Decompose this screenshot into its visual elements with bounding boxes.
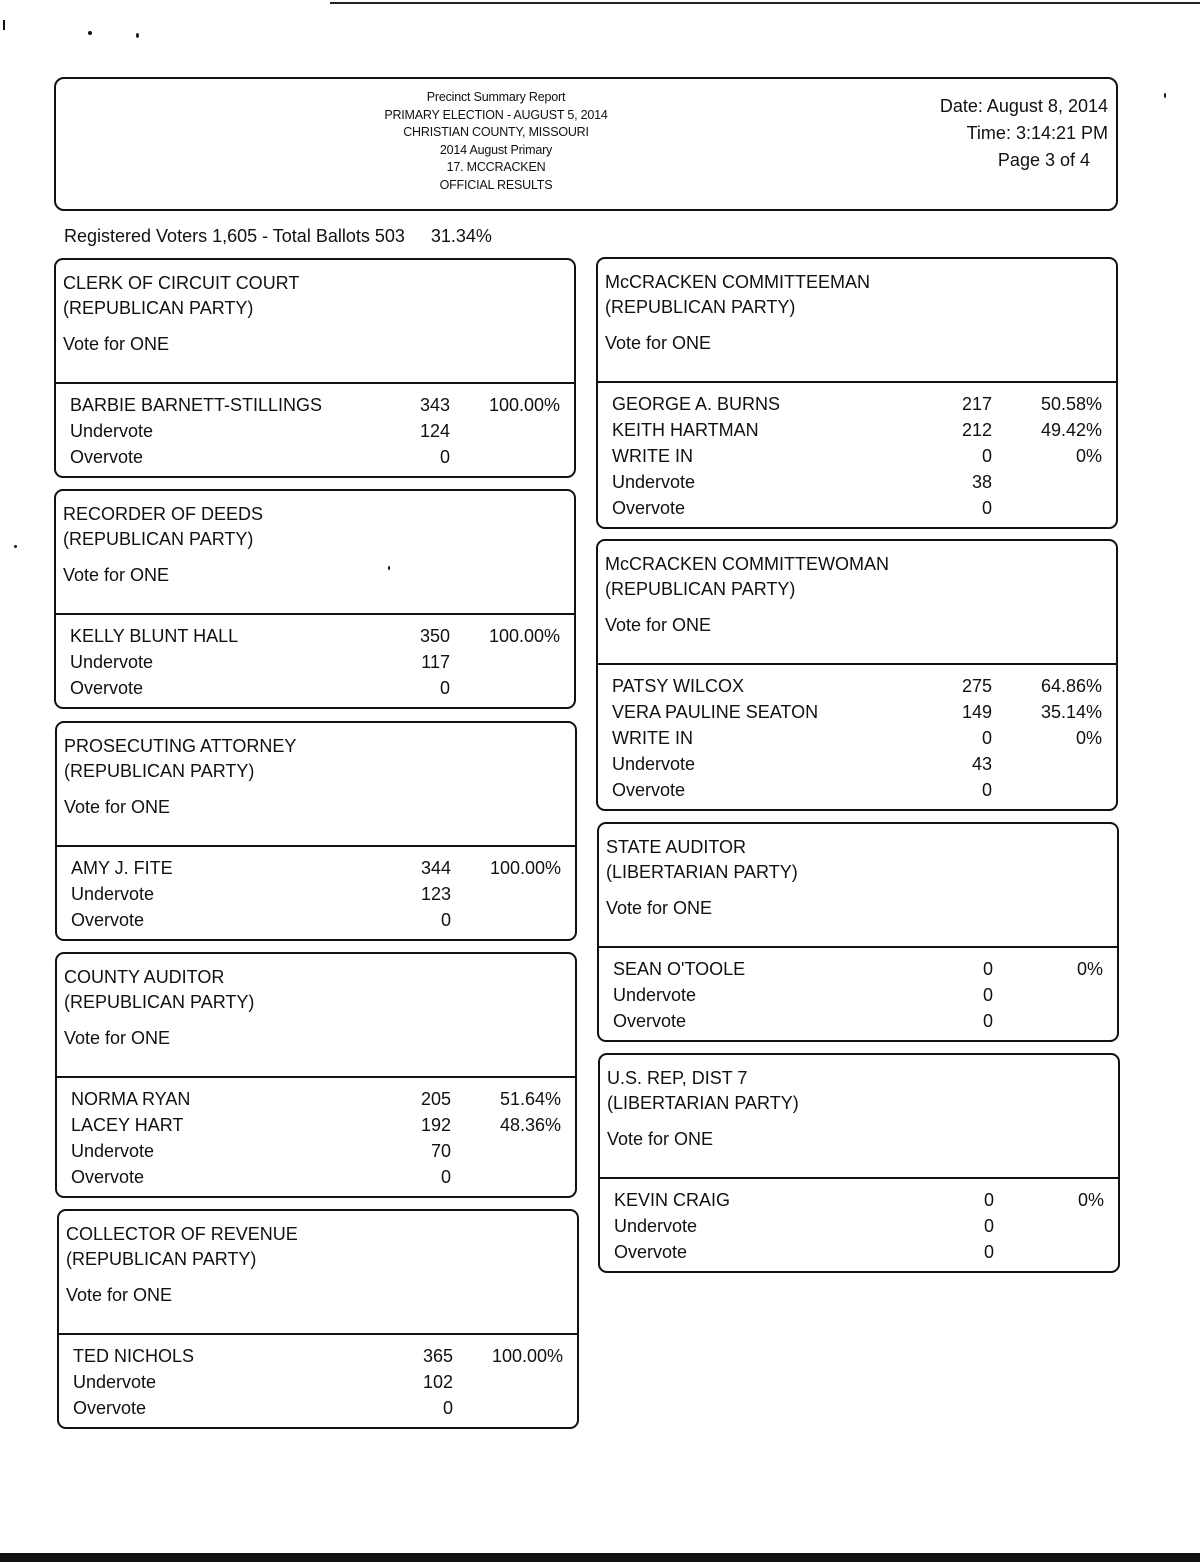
vote-count: 124 (419, 421, 450, 441)
vote-percent: 50.58% (1040, 394, 1102, 414)
contest-results (56, 615, 574, 707)
vote-count: 343 (419, 395, 450, 415)
contest-results (600, 1179, 1118, 1271)
contest-recorder-of-deeds (54, 489, 576, 709)
contest-header (56, 491, 574, 615)
candidate-name: Undervote (612, 754, 696, 774)
candidate-name: KELLY BLUNT HALL (70, 626, 239, 646)
contest-header (600, 1055, 1118, 1179)
contest-header (599, 824, 1117, 948)
scan-edge-bottom (0, 1553, 1200, 1562)
vote-for: Vote for ONE (64, 797, 171, 817)
scan-speck (1164, 93, 1166, 98)
candidate-name: TED NICHOLS (73, 1346, 195, 1366)
contest-results (57, 847, 575, 939)
vote-percent: 100.00% (488, 395, 560, 415)
report-date: Date: August 8, 2014 (939, 96, 1108, 116)
contest-party: (LIBERTARIAN PARTY) (607, 1093, 799, 1113)
candidate-name: SEAN O'TOOLE (613, 959, 746, 979)
candidate-name: Overvote (70, 678, 144, 698)
election-label: 2014 August Primary (439, 142, 553, 157)
candidate-name: Undervote (614, 1216, 698, 1236)
result-row (598, 673, 1116, 699)
candidate-name: Undervote (70, 652, 154, 672)
contest-clerk-of-circuit-court (54, 258, 576, 478)
vote-percent: 100.00% (489, 858, 561, 878)
result-row (598, 469, 1116, 495)
result-row (56, 418, 574, 444)
vote-percent: 100.00% (488, 626, 560, 646)
scan-edge-top (330, 2, 1200, 4)
candidate-name: Overvote (614, 1242, 688, 1262)
candidate-name: Undervote (71, 1141, 155, 1161)
contest-us-rep-dist-7 (598, 1053, 1120, 1273)
contest-results (598, 383, 1116, 527)
result-row (57, 1086, 575, 1112)
vote-percent: 0% (1077, 1190, 1104, 1210)
candidate-name: VERA PAULINE SEATON (612, 702, 819, 722)
scan-speck (88, 31, 92, 35)
result-row (599, 1008, 1117, 1034)
candidate-name: WRITE IN (612, 728, 693, 748)
result-row (57, 855, 575, 881)
report-type: Precinct Summary Report (426, 90, 566, 104)
candidate-name: LACEY HART (71, 1115, 184, 1135)
candidate-name: PATSY WILCOX (612, 676, 745, 696)
vote-count: 365 (422, 1346, 453, 1366)
candidate-name: Undervote (71, 884, 155, 904)
vote-for: Vote for ONE (606, 898, 713, 918)
scan-speck (14, 545, 17, 548)
candidate-name: AMY J. FITE (71, 858, 173, 878)
contest-party: (REPUBLICAN PARTY) (605, 579, 796, 599)
candidate-name: GEORGE A. BURNS (612, 394, 781, 414)
result-row (598, 417, 1116, 443)
vote-percent: 100.00% (491, 1346, 563, 1366)
vote-percent: 64.86% (1040, 676, 1102, 696)
vote-count: 275 (961, 676, 992, 696)
result-row (57, 1164, 575, 1190)
precinct-name: 17. MCCRACKEN (446, 160, 546, 174)
contest-title: COLLECTOR OF REVENUE (66, 1224, 298, 1244)
turnout-summary (64, 226, 492, 247)
result-row (59, 1369, 577, 1395)
contest-results (56, 384, 574, 476)
vote-count: 217 (961, 394, 992, 414)
vote-count: 0 (440, 1167, 451, 1187)
vote-percent: 0% (1076, 959, 1103, 979)
result-row (600, 1187, 1118, 1213)
contest-mccracken-committeewoman (596, 539, 1118, 811)
vote-count: 149 (961, 702, 992, 722)
vote-count: 0 (982, 959, 993, 979)
candidate-name: KEITH HARTMAN (612, 420, 759, 440)
contest-prosecuting-attorney (55, 721, 577, 941)
contest-party: (REPUBLICAN PARTY) (63, 298, 254, 318)
result-row (56, 392, 574, 418)
candidate-name: Overvote (612, 498, 686, 518)
candidate-name: Overvote (613, 1011, 687, 1031)
vote-count: 38 (971, 472, 992, 492)
contest-title: McCRACKEN COMMITTEWOMAN (605, 554, 889, 574)
contest-header (57, 723, 575, 847)
contest-state-auditor (597, 822, 1119, 1042)
result-row (599, 982, 1117, 1008)
contest-title: U.S. REP, DIST 7 (607, 1068, 748, 1088)
report-meta (908, 93, 1108, 174)
vote-count: 0 (981, 780, 992, 800)
result-row (56, 675, 574, 701)
result-row (598, 391, 1116, 417)
vote-for: Vote for ONE (605, 333, 712, 353)
result-row (598, 751, 1116, 777)
vote-count: 117 (421, 652, 450, 672)
result-row (599, 956, 1117, 982)
report-time: Time: 3:14:21 PM (966, 123, 1108, 143)
vote-percent: 48.36% (499, 1115, 561, 1135)
result-row (57, 1138, 575, 1164)
result-row (57, 907, 575, 933)
contest-results (599, 948, 1117, 1040)
vote-count: 0 (983, 1242, 994, 1262)
election-name: PRIMARY ELECTION - AUGUST 5, 2014 (384, 107, 608, 122)
result-row (56, 649, 574, 675)
turnout-percent: 31.34% (430, 226, 492, 246)
candidate-name: Undervote (73, 1372, 157, 1392)
contest-collector-of-revenue (57, 1209, 579, 1429)
vote-count: 0 (440, 910, 451, 930)
registered-voters-total-ballots: Registered Voters 1,605 - Total Ballots 503 (64, 226, 405, 246)
contest-header (59, 1211, 577, 1335)
result-row (57, 881, 575, 907)
candidate-name: Overvote (71, 1167, 145, 1187)
vote-count: 0 (981, 728, 992, 748)
vote-count: 0 (982, 985, 993, 1005)
contest-title: McCRACKEN COMMITTEEMAN (605, 272, 870, 292)
vote-percent: 0% (1075, 446, 1102, 466)
contest-party: (LIBERTARIAN PARTY) (606, 862, 798, 882)
contest-results (59, 1335, 577, 1427)
vote-count: 123 (420, 884, 451, 904)
result-row (598, 777, 1116, 803)
page-number: Page 3 of 4 (997, 150, 1090, 170)
result-row (56, 623, 574, 649)
candidate-name: Undervote (612, 472, 696, 492)
result-row (59, 1343, 577, 1369)
vote-count: 205 (420, 1089, 451, 1109)
vote-count: 70 (430, 1141, 451, 1161)
vote-count: 344 (420, 858, 451, 878)
report-header (54, 77, 1118, 211)
scan-speck (3, 20, 5, 30)
vote-count: 102 (422, 1372, 453, 1392)
contest-county-auditor (55, 952, 577, 1198)
contest-title: CLERK OF CIRCUIT COURT (63, 273, 300, 293)
result-row (600, 1213, 1118, 1239)
candidate-name: Undervote (70, 421, 154, 441)
vote-count: 0 (981, 498, 992, 518)
contest-party: (REPUBLICAN PARTY) (66, 1249, 257, 1269)
vote-count: 212 (961, 420, 992, 440)
contest-party: (REPUBLICAN PARTY) (64, 761, 255, 781)
scan-speck (136, 33, 139, 38)
vote-count: 0 (982, 1011, 993, 1031)
vote-percent: 51.64% (499, 1089, 561, 1109)
candidate-name: Overvote (73, 1398, 147, 1418)
vote-for: Vote for ONE (63, 565, 170, 585)
result-row (598, 699, 1116, 725)
vote-percent: 49.42% (1040, 420, 1102, 440)
contest-header (57, 954, 575, 1078)
vote-for: Vote for ONE (605, 615, 712, 635)
vote-count: 0 (983, 1216, 994, 1236)
contest-title: COUNTY AUDITOR (64, 967, 225, 987)
vote-count: 350 (419, 626, 450, 646)
result-row (56, 444, 574, 470)
contest-results (57, 1078, 575, 1196)
vote-count: 43 (971, 754, 992, 774)
contest-party: (REPUBLICAN PARTY) (63, 529, 254, 549)
result-row (600, 1239, 1118, 1265)
candidate-name: Undervote (613, 985, 697, 1005)
contest-party: (REPUBLICAN PARTY) (605, 297, 796, 317)
result-row (598, 443, 1116, 469)
contest-header (598, 259, 1116, 383)
vote-for: Vote for ONE (66, 1285, 173, 1305)
vote-count: 0 (439, 678, 450, 698)
result-row (57, 1112, 575, 1138)
result-row (598, 495, 1116, 521)
vote-for: Vote for ONE (607, 1129, 714, 1149)
vote-percent: 0% (1075, 728, 1102, 748)
candidate-name: Overvote (70, 447, 144, 467)
contest-header (56, 260, 574, 384)
contest-title: PROSECUTING ATTORNEY (64, 736, 297, 756)
results-status: OFFICIAL RESULTS (439, 177, 553, 192)
candidate-name: NORMA RYAN (71, 1089, 191, 1109)
vote-count: 0 (981, 446, 992, 466)
candidate-name: BARBIE BARNETT-STILLINGS (70, 395, 323, 415)
candidate-name: KEVIN CRAIG (614, 1190, 731, 1210)
report-title-block (356, 89, 636, 194)
vote-count: 0 (439, 447, 450, 467)
contest-party: (REPUBLICAN PARTY) (64, 992, 255, 1012)
candidate-name: WRITE IN (612, 446, 693, 466)
contest-results (598, 665, 1116, 809)
result-row (59, 1395, 577, 1421)
candidate-name: Overvote (71, 910, 145, 930)
vote-for: Vote for ONE (64, 1028, 171, 1048)
vote-count: 0 (983, 1190, 994, 1210)
contest-title: RECORDER OF DEEDS (63, 504, 264, 524)
jurisdiction: CHRISTIAN COUNTY, MISSOURI (403, 125, 589, 139)
contest-mccracken-committeeman (596, 257, 1118, 529)
vote-count: 192 (420, 1115, 451, 1135)
contest-title: STATE AUDITOR (606, 837, 747, 857)
vote-percent: 35.14% (1040, 702, 1102, 722)
contest-header (598, 541, 1116, 665)
candidate-name: Overvote (612, 780, 686, 800)
vote-for: Vote for ONE (63, 334, 170, 354)
vote-count: 0 (442, 1398, 453, 1418)
result-row (598, 725, 1116, 751)
